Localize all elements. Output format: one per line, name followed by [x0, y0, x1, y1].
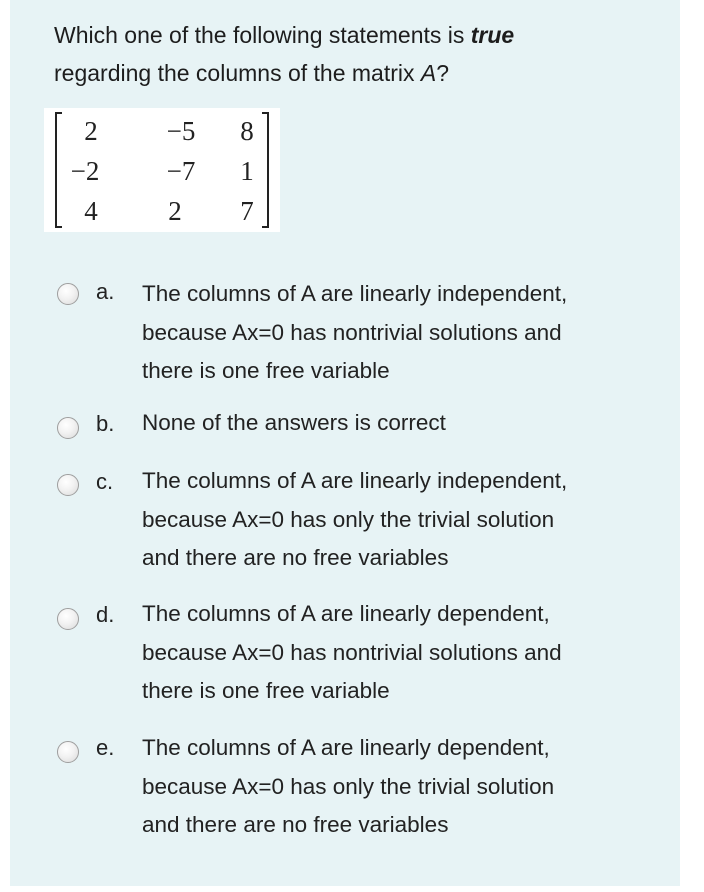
option-line: and there are no free variables: [142, 545, 449, 570]
matrix-cell: 8: [240, 116, 254, 146]
matrix-variable: A: [420, 60, 437, 86]
matrix-cell: 1: [240, 156, 254, 186]
radio-e[interactable]: [57, 741, 79, 763]
option-letter: e.: [96, 735, 115, 760]
matrix-svg: [44, 108, 280, 232]
option-line: The columns of A are linearly independent,: [142, 281, 568, 306]
option-letter: d.: [96, 602, 115, 627]
option-line: there is one free variable: [142, 678, 390, 703]
question-line-2: [54, 54, 654, 92]
option-e-text: [142, 729, 642, 845]
matrix-cell: 2: [84, 116, 98, 146]
left-bracket: [56, 113, 62, 227]
question-emphasis: true: [470, 22, 515, 48]
option-d-text: [142, 595, 642, 711]
option-letter: a.: [96, 279, 115, 304]
matrix-cell: −2: [70, 156, 100, 186]
radio-b[interactable]: [57, 417, 79, 439]
question-line-1-text: Which one of the following statements is: [54, 22, 471, 48]
matrix-cell: 7: [240, 196, 254, 226]
question-line-1: [54, 16, 654, 54]
right-bracket: [262, 113, 268, 227]
question-line-2-text: regarding the columns of the matrix: [54, 60, 421, 86]
option-c-text: [142, 462, 642, 578]
radio-a[interactable]: [57, 283, 79, 305]
option-line: because Ax=0 has only the trivial solution: [142, 773, 555, 799]
option-line: because Ax=0 has nontrivial solutions and: [142, 639, 562, 665]
option-letter: b.: [96, 411, 115, 436]
option-letter: c.: [96, 469, 114, 494]
question-text: [54, 16, 654, 92]
option-line: there is one free variable: [142, 358, 390, 383]
option-b-text: [142, 404, 642, 443]
option-line: and there are no free variables: [142, 812, 449, 837]
option-line: None of the answers is correct: [142, 410, 446, 435]
option-line: The columns of A are linearly independent,: [142, 468, 568, 493]
option-line: because Ax=0 has nontrivial solutions and: [142, 319, 562, 345]
matrix-cell: −5: [166, 116, 196, 146]
matrix-cell: 2: [168, 196, 182, 226]
matrix-image: [44, 108, 280, 232]
radio-c[interactable]: [57, 474, 79, 496]
matrix-cell: 4: [84, 196, 98, 226]
option-line: The columns of A are linearly dependent,: [142, 735, 550, 760]
matrix-cell: −7: [166, 156, 196, 186]
option-a-text: [142, 275, 642, 391]
radio-d[interactable]: [57, 608, 79, 630]
option-line: because Ax=0 has only the trivial solution: [142, 506, 555, 532]
option-line: The columns of A are linearly dependent,: [142, 601, 550, 626]
question-mark: ?: [436, 60, 450, 86]
